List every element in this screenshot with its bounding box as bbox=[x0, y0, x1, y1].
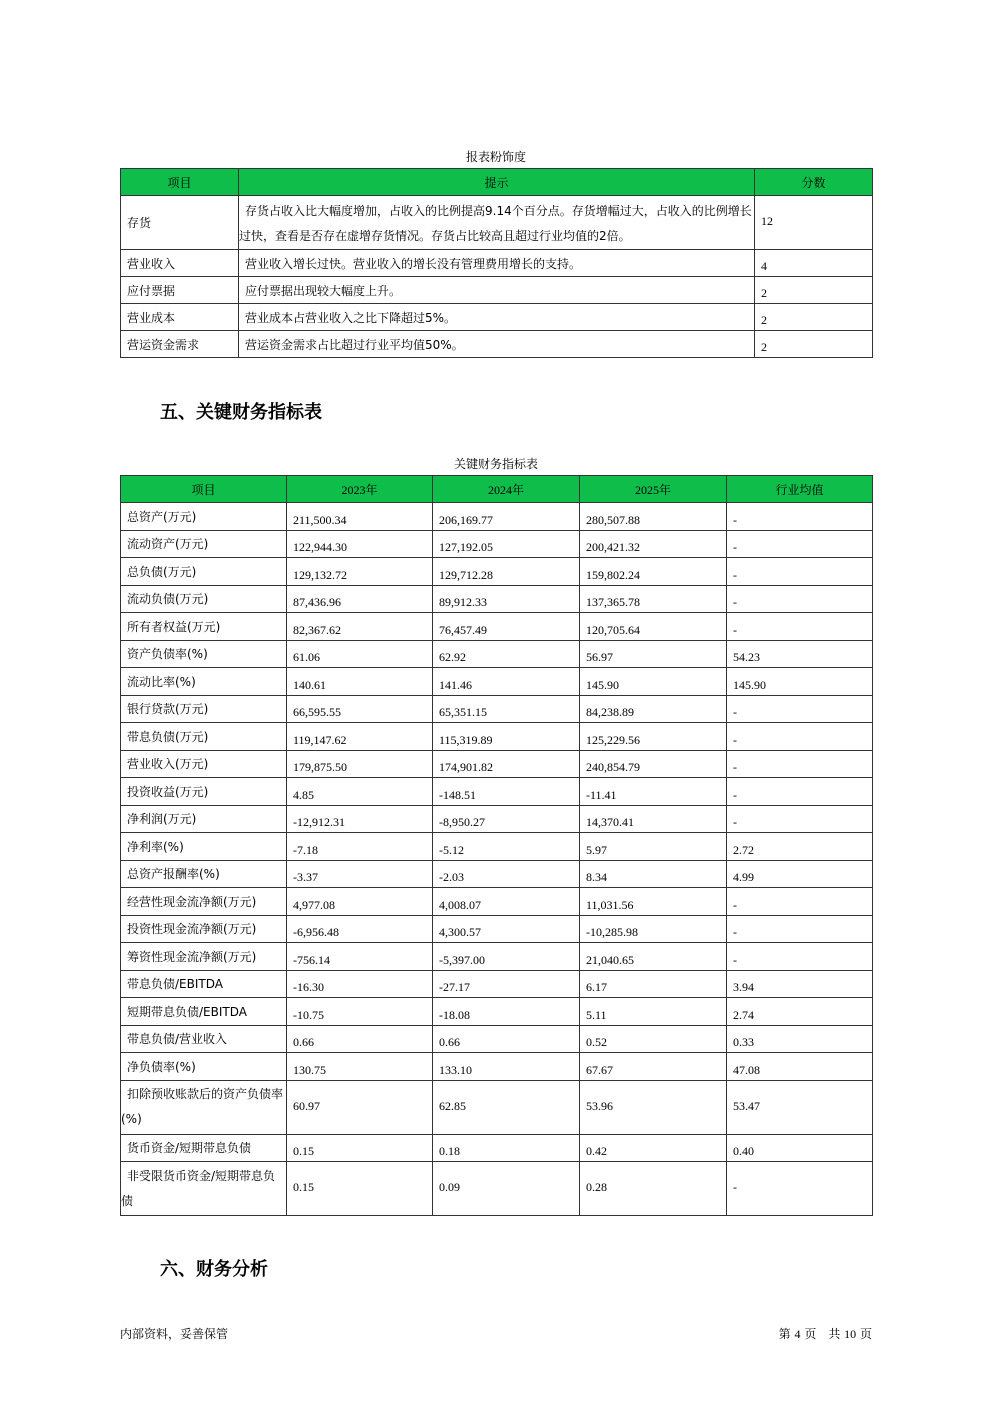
table2-industry-avg: - bbox=[727, 585, 873, 613]
table1-caption: 报表粉饰度 bbox=[465, 150, 526, 164]
table1-row bbox=[121, 331, 873, 358]
table2-value-2025: 125,229.56 bbox=[580, 723, 727, 751]
table2-value-2024: -5.12 bbox=[433, 833, 580, 861]
table1-tip: 营业成本占营业收入之比下降超过5%。 bbox=[239, 304, 755, 331]
section5-heading: 五、关键财务指标表 bbox=[160, 402, 322, 423]
table2-value-2023: 122,944.30 bbox=[287, 530, 433, 558]
table2-value-2024: 141.46 bbox=[433, 668, 580, 696]
table2-value-2023: 4.85 bbox=[287, 778, 433, 806]
table2-item: 流动资产(万元) bbox=[121, 530, 287, 558]
table2-value-2025: 14,370.41 bbox=[580, 805, 727, 833]
table2-header-2024: 2024年 bbox=[433, 476, 580, 503]
table2-row bbox=[121, 1134, 873, 1162]
table2-item: 净利润(万元) bbox=[121, 805, 287, 833]
table2-item: 总资产(万元) bbox=[121, 503, 287, 531]
table2-value-2024: 65,351.15 bbox=[433, 695, 580, 723]
table1-score: 12 bbox=[755, 196, 873, 250]
table2-value-2023: 0.15 bbox=[287, 1162, 433, 1216]
table2-row bbox=[121, 833, 873, 861]
table2-row bbox=[121, 1080, 873, 1134]
table2-industry-avg: - bbox=[727, 915, 873, 943]
table2-row bbox=[121, 888, 873, 916]
table2-value-2023: 4,977.08 bbox=[287, 888, 433, 916]
table2-industry-avg: 53.47 bbox=[727, 1080, 873, 1134]
table2-industry-avg: - bbox=[727, 1162, 873, 1216]
table2-value-2023: 130.75 bbox=[287, 1053, 433, 1081]
table2-value-2024: 89,912.33 bbox=[433, 585, 580, 613]
table2-value-2025: 11,031.56 bbox=[580, 888, 727, 916]
table1-row bbox=[121, 196, 873, 250]
table2-item: 所有者权益(万元) bbox=[121, 613, 287, 641]
table2-header-item: 项目 bbox=[121, 476, 287, 503]
table2-value-2024: 206,169.77 bbox=[433, 503, 580, 531]
table2-industry-avg: - bbox=[727, 778, 873, 806]
table2-value-2023: -12,912.31 bbox=[287, 805, 433, 833]
table1-header-score: 分数 bbox=[755, 169, 873, 196]
table2-value-2024: -148.51 bbox=[433, 778, 580, 806]
table1-header-tip: 提示 bbox=[239, 169, 755, 196]
table2-value-2025: 5.97 bbox=[580, 833, 727, 861]
table2-row bbox=[121, 805, 873, 833]
table2-value-2023: -756.14 bbox=[287, 943, 433, 971]
table2-row bbox=[121, 530, 873, 558]
table2-item: 货币资金/短期带息负债 bbox=[121, 1134, 287, 1162]
table2-item: 净利率(%) bbox=[121, 833, 287, 861]
table2-industry-avg: 2.74 bbox=[727, 998, 873, 1026]
table2-value-2024: -18.08 bbox=[433, 998, 580, 1026]
table2-industry-avg: - bbox=[727, 613, 873, 641]
table2-item: 投资收益(万元) bbox=[121, 778, 287, 806]
table2-value-2023: 179,875.50 bbox=[287, 750, 433, 778]
table2-value-2023: 129,132.72 bbox=[287, 558, 433, 586]
table2-header-2025: 2025年 bbox=[580, 476, 727, 503]
table2-body bbox=[121, 503, 873, 1216]
table2-value-2024: 0.66 bbox=[433, 1025, 580, 1053]
table1-tip: 存货占收入比大幅度增加，占收入的比例提高9.14个百分点。存货增幅过大，占收入的比例增长过快，查看是否存在虚增存货情况。存货占比较高且超过行业均值的2倍。 bbox=[239, 203, 752, 243]
table2-value-2025: -11.41 bbox=[580, 778, 727, 806]
table2-item: 银行贷款(万元) bbox=[121, 695, 287, 723]
table2-row bbox=[121, 695, 873, 723]
table2-value-2024: -2.03 bbox=[433, 860, 580, 888]
table2-value-2023: 60.97 bbox=[287, 1080, 433, 1134]
table2-header-2023: 2023年 bbox=[287, 476, 433, 503]
table1-item: 营业收入 bbox=[121, 250, 239, 277]
table2-value-2023: 66,595.55 bbox=[287, 695, 433, 723]
table2-item: 扣除预收账款后的资产负债率(%) bbox=[121, 1080, 287, 1134]
table2-value-2023: 82,367.62 bbox=[287, 613, 433, 641]
table1-item: 应付票据 bbox=[121, 277, 239, 304]
table2-item: 筹资性现金流净额(万元) bbox=[121, 943, 287, 971]
table2-row bbox=[121, 943, 873, 971]
table2-value-2025: -10,285.98 bbox=[580, 915, 727, 943]
table2-value-2023: 0.15 bbox=[287, 1134, 433, 1162]
table2-value-2023: -7.18 bbox=[287, 833, 433, 861]
table1-item: 营运资金需求 bbox=[121, 331, 239, 358]
table2-value-2025: 145.90 bbox=[580, 668, 727, 696]
table1-score: 2 bbox=[755, 277, 873, 304]
table1-score: 4 bbox=[755, 250, 873, 277]
table1-score: 2 bbox=[755, 304, 873, 331]
table2-value-2025: 0.28 bbox=[580, 1162, 727, 1216]
table2-item: 投资性现金流净额(万元) bbox=[121, 915, 287, 943]
table2-value-2023: -10.75 bbox=[287, 998, 433, 1026]
report-whitewash-table bbox=[120, 168, 873, 358]
table2-value-2024: 0.18 bbox=[433, 1134, 580, 1162]
table2-item: 带息负债/EBITDA bbox=[121, 970, 287, 998]
table1-item: 存货 bbox=[121, 196, 239, 250]
table2-value-2025: 280,507.88 bbox=[580, 503, 727, 531]
table2-value-2024: -8,950.27 bbox=[433, 805, 580, 833]
table2-row bbox=[121, 723, 873, 751]
table2-industry-avg: - bbox=[727, 503, 873, 531]
table2-item: 带息负债(万元) bbox=[121, 723, 287, 751]
table2-header-industry-avg: 行业均值 bbox=[727, 476, 873, 503]
table2-item: 短期带息负债/EBITDA bbox=[121, 998, 287, 1026]
table2-item: 营业收入(万元) bbox=[121, 750, 287, 778]
table1-header-row bbox=[121, 169, 873, 196]
table2-value-2025: 84,238.89 bbox=[580, 695, 727, 723]
table2-industry-avg: 0.33 bbox=[727, 1025, 873, 1053]
table2-item: 流动比率(%) bbox=[121, 668, 287, 696]
table2-item: 经营性现金流净额(万元) bbox=[121, 888, 287, 916]
table2-item: 资产负债率(%) bbox=[121, 640, 287, 668]
table2-industry-avg: - bbox=[727, 530, 873, 558]
table2-row bbox=[121, 558, 873, 586]
table2-value-2024: 76,457.49 bbox=[433, 613, 580, 641]
table2-value-2024: 129,712.28 bbox=[433, 558, 580, 586]
table2-industry-avg: - bbox=[727, 943, 873, 971]
table1-header-item: 项目 bbox=[121, 169, 239, 196]
section6-heading: 六、财务分析 bbox=[160, 1259, 268, 1280]
table2-value-2025: 67.67 bbox=[580, 1053, 727, 1081]
table2-row bbox=[121, 778, 873, 806]
table1-tip: 营业收入增长过快。营业收入的增长没有管理费用增长的支持。 bbox=[239, 250, 755, 277]
table2-industry-avg: - bbox=[727, 723, 873, 751]
table1-tip: 营运资金需求占比超过行业平均值50%。 bbox=[239, 331, 755, 358]
table2-row bbox=[121, 970, 873, 998]
table2-industry-avg: 145.90 bbox=[727, 668, 873, 696]
table2-item: 流动负债(万元) bbox=[121, 585, 287, 613]
table2-value-2025: 21,040.65 bbox=[580, 943, 727, 971]
table2-item: 净负债率(%) bbox=[121, 1053, 287, 1081]
table2-value-2025: 0.42 bbox=[580, 1134, 727, 1162]
table1-item: 营业成本 bbox=[121, 304, 239, 331]
table2-value-2025: 200,421.32 bbox=[580, 530, 727, 558]
table2-value-2025: 53.96 bbox=[580, 1080, 727, 1134]
table2-industry-avg: 3.94 bbox=[727, 970, 873, 998]
table1-row bbox=[121, 250, 873, 277]
table2-value-2024: -5,397.00 bbox=[433, 943, 580, 971]
table2-value-2023: -3.37 bbox=[287, 860, 433, 888]
table2-value-2025: 159,802.24 bbox=[580, 558, 727, 586]
table2-row bbox=[121, 1053, 873, 1081]
table2-caption: 关键财务指标表 bbox=[453, 457, 538, 471]
table2-value-2025: 0.52 bbox=[580, 1025, 727, 1053]
table2-item: 总负债(万元) bbox=[121, 558, 287, 586]
table2-value-2024: 4,008.07 bbox=[433, 888, 580, 916]
table2-industry-avg: 54.23 bbox=[727, 640, 873, 668]
table2-industry-avg: 2.72 bbox=[727, 833, 873, 861]
table2-row bbox=[121, 860, 873, 888]
table2-value-2023: 0.66 bbox=[287, 1025, 433, 1053]
table2-row bbox=[121, 640, 873, 668]
table2-value-2024: 62.92 bbox=[433, 640, 580, 668]
table2-value-2024: 62.85 bbox=[433, 1080, 580, 1134]
table2-value-2023: -6,956.48 bbox=[287, 915, 433, 943]
table2-value-2024: 0.09 bbox=[433, 1162, 580, 1216]
table2-value-2023: -16.30 bbox=[287, 970, 433, 998]
table2-row bbox=[121, 613, 873, 641]
table2-value-2024: 115,319.89 bbox=[433, 723, 580, 751]
table2-industry-avg: 47.08 bbox=[727, 1053, 873, 1081]
table2-value-2023: 119,147.62 bbox=[287, 723, 433, 751]
table2-industry-avg: - bbox=[727, 805, 873, 833]
table2-industry-avg: - bbox=[727, 750, 873, 778]
footer-current-page: 4 bbox=[794, 1327, 801, 1341]
table1-row bbox=[121, 304, 873, 331]
table2-industry-avg: - bbox=[727, 558, 873, 586]
footer-page-mid: 页 共 bbox=[804, 1327, 841, 1341]
table2-value-2024: 4,300.57 bbox=[433, 915, 580, 943]
table2-item: 总资产报酬率(%) bbox=[121, 860, 287, 888]
table2-value-2024: 174,901.82 bbox=[433, 750, 580, 778]
table2-value-2025: 5.11 bbox=[580, 998, 727, 1026]
table2-value-2023: 211,500.34 bbox=[287, 503, 433, 531]
key-financial-indicators-table bbox=[120, 475, 873, 1216]
table2-value-2024: 127,192.05 bbox=[433, 530, 580, 558]
table1-score: 2 bbox=[755, 331, 873, 358]
table1-row bbox=[121, 277, 873, 304]
table2-value-2025: 6.17 bbox=[580, 970, 727, 998]
table2-value-2024: 133.10 bbox=[433, 1053, 580, 1081]
table2-header-row bbox=[121, 476, 873, 503]
table2-row bbox=[121, 668, 873, 696]
table2-industry-avg: - bbox=[727, 695, 873, 723]
table2-row bbox=[121, 1162, 873, 1216]
table2-industry-avg: 0.40 bbox=[727, 1134, 873, 1162]
footer-confidential: 内部资料，妥善保管 bbox=[120, 1327, 229, 1341]
footer-page-prefix: 第 bbox=[778, 1327, 791, 1341]
table2-value-2025: 240,854.79 bbox=[580, 750, 727, 778]
table2-value-2023: 140.61 bbox=[287, 668, 433, 696]
table2-value-2024: -27.17 bbox=[433, 970, 580, 998]
table2-row bbox=[121, 750, 873, 778]
footer-page-number bbox=[779, 1325, 872, 1342]
table2-value-2023: 87,436.96 bbox=[287, 585, 433, 613]
table1-tip: 应付票据出现较大幅度上升。 bbox=[239, 277, 755, 304]
table2-row bbox=[121, 503, 873, 531]
table2-value-2025: 8.34 bbox=[580, 860, 727, 888]
table2-value-2023: 61.06 bbox=[287, 640, 433, 668]
table2-row bbox=[121, 585, 873, 613]
table2-value-2025: 137,365.78 bbox=[580, 585, 727, 613]
table2-item: 非受限货币资金/短期带息负债 bbox=[121, 1162, 287, 1216]
table2-value-2025: 56.97 bbox=[580, 640, 727, 668]
table2-row bbox=[121, 998, 873, 1026]
footer-page-suffix: 页 bbox=[859, 1327, 872, 1341]
table2-row bbox=[121, 915, 873, 943]
table2-value-2025: 120,705.64 bbox=[580, 613, 727, 641]
table2-item: 带息负债/营业收入 bbox=[121, 1025, 287, 1053]
footer-total-pages: 10 bbox=[844, 1327, 857, 1341]
table2-industry-avg: - bbox=[727, 888, 873, 916]
table2-industry-avg: 4.99 bbox=[727, 860, 873, 888]
table2-row bbox=[121, 1025, 873, 1053]
